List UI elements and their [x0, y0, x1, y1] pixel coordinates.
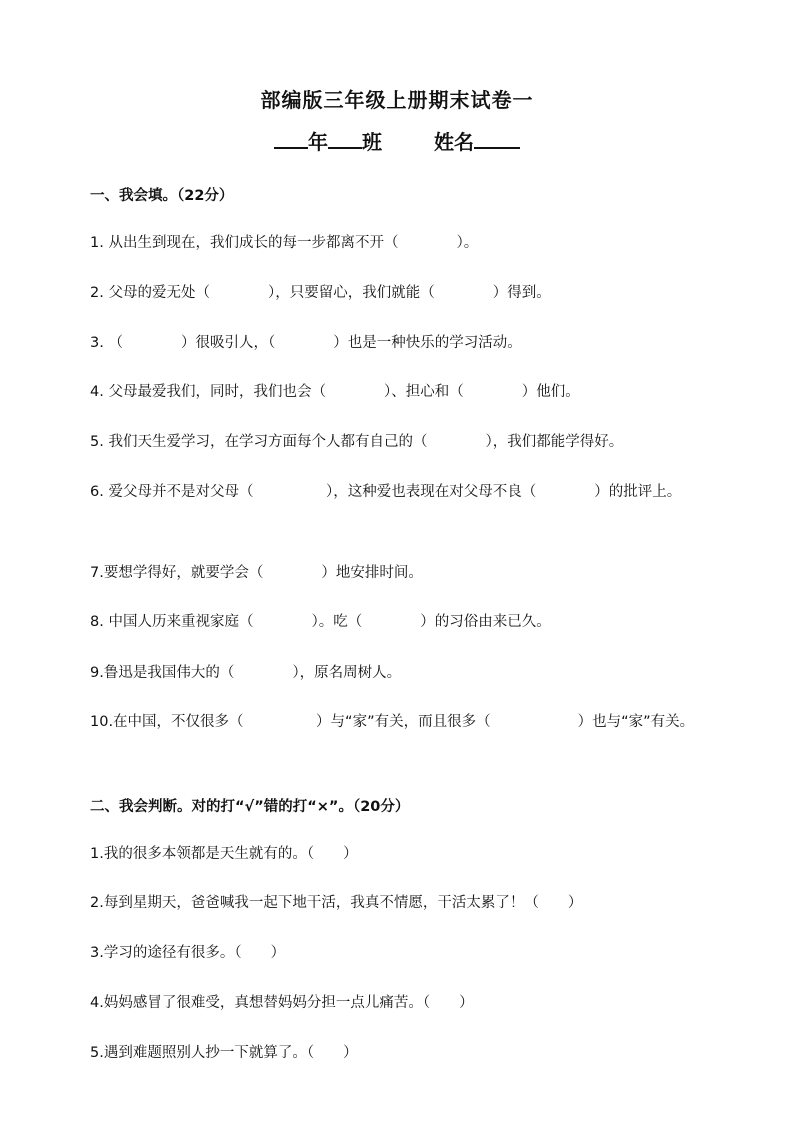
- name-blank[interactable]: [474, 129, 520, 149]
- page-title: 部编版三年级上册期末试卷一: [260, 88, 534, 112]
- section2-heading: 二、我会判断。对的打“√”错的打“×”。（20分）: [90, 799, 410, 815]
- fill-question: 4. 父母最爱我们，同时，我们也会（ ）、担心和（ ）他们。: [90, 384, 580, 400]
- judge-question: 3.学习的途径有很多。（ ）: [90, 945, 286, 961]
- name-label: 姓名: [434, 130, 474, 154]
- fill-question: 1. 从出生到现在，我们成长的每一步都离不开（ ）。: [90, 235, 479, 251]
- class-blank[interactable]: [328, 129, 362, 149]
- section1-heading: 一、我会填。（22分）: [90, 188, 234, 204]
- fill-question: 2. 父母的爱无处（ ），只要留心，我们就能（ ）得到。: [90, 285, 551, 301]
- fill-question: 8. 中国人历来重视家庭（ ）。吃（ ）的习俗由来已久。: [90, 614, 551, 630]
- judge-question: 4.妈妈感冒了很难受，真想替妈妈分担一点儿痛苦。（ ）: [90, 995, 474, 1011]
- fill-question: 10.在中国，不仅很多（ ）与“家”有关，而且很多（ ）也与“家”有关。: [90, 714, 695, 730]
- fill-question: 7.要想学得好，就要学会（ ）地安排时间。: [90, 565, 423, 581]
- judge-question: 5.遇到难题照别人抄一下就算了。（ ）: [90, 1045, 358, 1061]
- fill-question: 5. 我们天生爱学习，在学习方面每个人都有自己的（ ），我们都能学得好。: [90, 434, 624, 450]
- fill-question: 3. （ ）很吸引人，（ ）也是一种快乐的学习活动。: [90, 335, 522, 351]
- judge-question: 1.我的很多本领都是天生就有的。（ ）: [90, 846, 358, 862]
- fill-question: 9.鲁迅是我国伟大的（ ），原名周树人。: [90, 665, 402, 681]
- grade-blank[interactable]: [274, 129, 308, 149]
- grade-label: 年: [308, 130, 328, 154]
- student-info-line: [0, 126, 794, 155]
- judge-question: 2.每到星期天，爸爸喊我一起下地干活，我真不情愿，干活太累了！（ ）: [90, 895, 583, 911]
- class-label: 班: [362, 130, 382, 154]
- fill-question: 6. 爱父母并不是对父母（ ），这种爱也表现在对父母不良（ ）的批评上。: [90, 484, 682, 500]
